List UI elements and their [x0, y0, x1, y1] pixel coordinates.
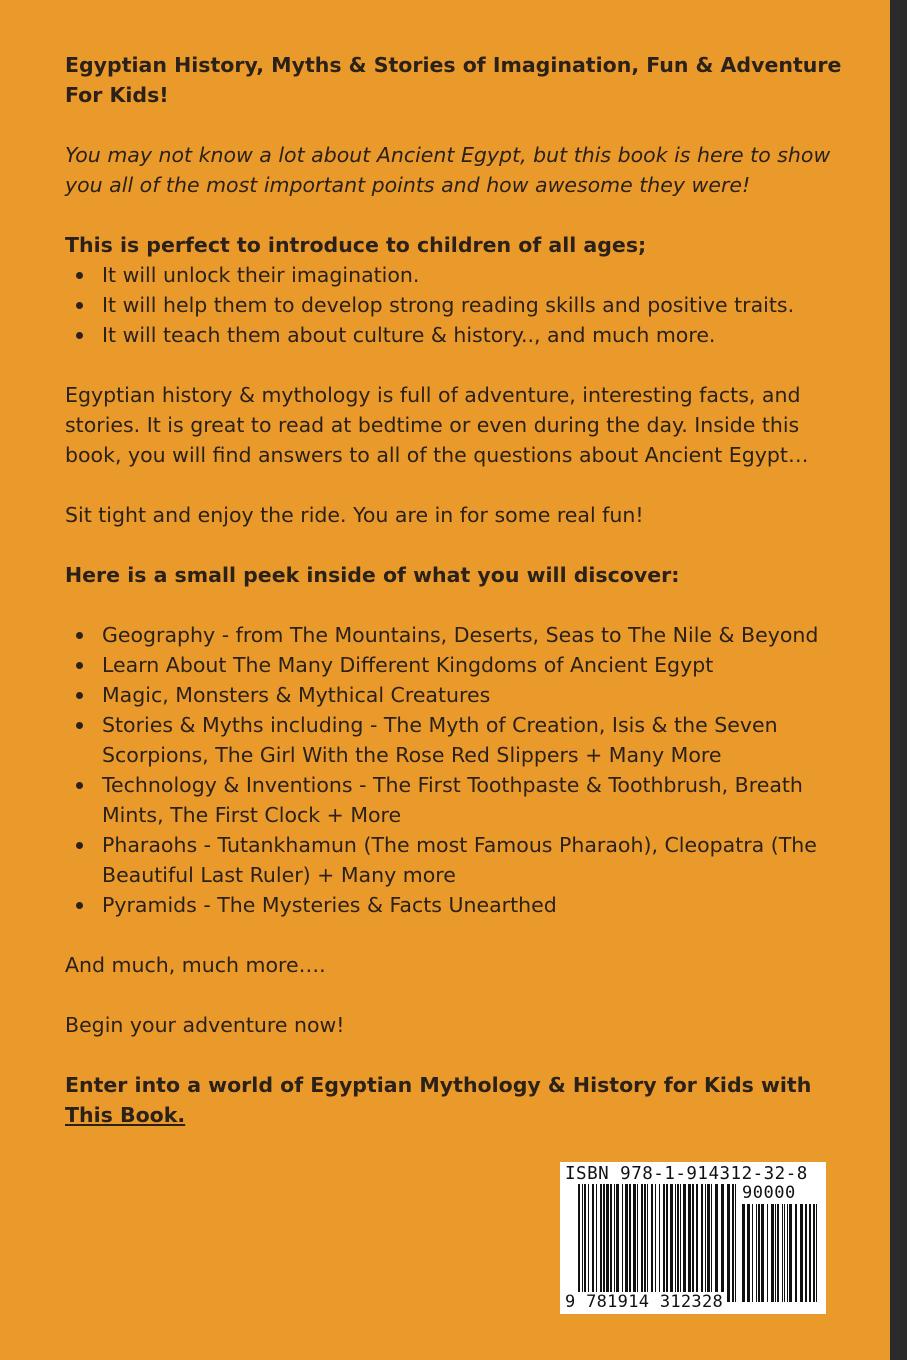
- barcode-bar: [701, 1184, 703, 1302]
- barcode-bar: [670, 1184, 673, 1302]
- barcode-bar: [805, 1204, 807, 1302]
- list-item: Geography - from The Mountains, Deserts, Seas to The Nile & Beyond: [65, 620, 845, 650]
- barcode-bar: [633, 1184, 636, 1302]
- begin-text: Begin your adventure now!: [65, 1013, 345, 1037]
- list-item: Magic, Monsters & Mythical Creatures: [65, 680, 845, 710]
- barcode-bar: [721, 1184, 724, 1302]
- perfect-heading: This is perfect to introduce to children of all ages;: [65, 233, 647, 257]
- barcode-bar: [782, 1204, 783, 1302]
- barcode-bar: [707, 1184, 710, 1302]
- barcode-bar: [651, 1184, 653, 1302]
- barcode-bar: [705, 1184, 706, 1302]
- barcode-bar: [696, 1184, 698, 1302]
- barcode-bar: [603, 1184, 605, 1302]
- list-item: Pharaohs - Tutankhamun (The most Famous Pharaoh), Cleopatra (The Beautiful Last Ruler) + Many more: [65, 830, 845, 890]
- call-to-action: [65, 1070, 845, 1130]
- list-item: It will unlock their imagination.: [65, 260, 845, 290]
- barcode-bar: [756, 1204, 757, 1302]
- intro-text: You may not know a lot about Ancient Egypt, but this book is here to show you all of the most important points and how awesome they were!: [65, 143, 831, 197]
- back-cover-text: [65, 50, 845, 1130]
- barcode-bar: [629, 1184, 631, 1302]
- addon-number: 90000: [742, 1183, 796, 1203]
- list-item: Technology & Inventions - The First Toothpaste & Toothbrush, Breath Mints, The First Clock + More: [65, 770, 845, 830]
- list-item: It will help them to develop strong reading skills and positive traits.: [65, 290, 845, 320]
- barcode-bar: [761, 1204, 764, 1302]
- barcode-number: 9 781914 312328: [565, 1292, 724, 1312]
- barcode-bar: [727, 1184, 730, 1302]
- list-item: It will teach them about culture & history.., and much more.: [65, 320, 845, 350]
- history-paragraph: Egyptian history & mythology is full of adventure, interesting facts, and stories. It is great to read at bedtime or even during the day. Inside this book, you will find answers to all of the questions about Ancient Egypt…: [65, 383, 809, 467]
- barcode-bar: [625, 1184, 628, 1302]
- barcode-bar: [680, 1184, 681, 1302]
- barcode-bar: [578, 1184, 580, 1302]
- sit-tight-text: Sit tight and enjoy the ride. You are in for some real fun!: [65, 503, 644, 527]
- barcode-bar: [752, 1204, 753, 1302]
- barcode-bar: [647, 1184, 648, 1302]
- barcode-bar: [675, 1184, 676, 1302]
- book-spine-edge: [890, 0, 907, 1360]
- barcode-bar: [666, 1184, 668, 1302]
- isbn-barcode: [560, 1162, 826, 1314]
- barcode-bar: [816, 1204, 817, 1302]
- barcode-bar: [809, 1204, 811, 1302]
- barcode-bar: [641, 1184, 643, 1302]
- barcode-bar: [659, 1184, 660, 1302]
- peek-list: [65, 620, 845, 920]
- barcode-bar: [688, 1184, 691, 1302]
- barcode-bar: [787, 1204, 788, 1302]
- barcode-bar: [795, 1204, 797, 1302]
- barcode-bar: [692, 1184, 694, 1302]
- barcode-bar: [767, 1204, 768, 1302]
- barcode-bar: [771, 1204, 774, 1302]
- barcode-bar: [758, 1204, 760, 1302]
- barcode-bar: [800, 1204, 803, 1302]
- barcode-bar: [644, 1184, 646, 1302]
- barcode-bar: [622, 1184, 623, 1302]
- barcode-bar: [614, 1184, 615, 1302]
- barcode-bar: [588, 1184, 589, 1302]
- list-item: Stories & Myths including - The Myth of Creation, Isis & the Seven Scorpions, The Girl With the Rose Red Slippers + Many More: [65, 710, 845, 770]
- barcode-bar: [606, 1184, 609, 1302]
- this-book-link[interactable]: This Book.: [65, 1103, 186, 1127]
- cover-heading: Egyptian History, Myths & Stories of Imagination, Fun & Adventure For Kids!: [65, 53, 842, 107]
- barcode-bar: [732, 1184, 734, 1302]
- barcode-bar: [600, 1184, 602, 1302]
- barcode-bar: [735, 1184, 736, 1302]
- barcode-bar: [715, 1184, 718, 1302]
- much-more-text: And much, much more….: [65, 953, 326, 977]
- barcode-bar: [655, 1184, 656, 1302]
- barcode-bar: [683, 1184, 686, 1302]
- barcode-bar: [584, 1184, 586, 1302]
- perfect-list: [65, 260, 845, 350]
- peek-heading: Here is a small peek inside of what you will discover:: [65, 563, 680, 587]
- barcode-bar: [711, 1184, 712, 1302]
- barcode-bar: [596, 1184, 597, 1302]
- barcode-bar: [813, 1204, 815, 1302]
- barcode-bar: [742, 1204, 745, 1302]
- barcode-bar: [777, 1204, 779, 1302]
- barcode-bar: [616, 1184, 619, 1302]
- barcode-bar: [610, 1184, 612, 1302]
- barcode-bar: [789, 1204, 792, 1302]
- list-item: Pyramids - The Mysteries & Facts Unearthed: [65, 890, 845, 920]
- barcode-bar: [747, 1204, 750, 1302]
- barcode-bar: [775, 1204, 776, 1302]
- isbn-label: ISBN 978-1-914312-32-8: [565, 1164, 808, 1184]
- barcode-bar: [637, 1184, 638, 1302]
- barcode-bar: [663, 1184, 665, 1302]
- list-item: Learn About The Many Different Kingdoms of Ancient Egypt: [65, 650, 845, 680]
- barcode-bar: [582, 1184, 583, 1302]
- cta-text: Enter into a world of Egyptian Mythology & History for Kids with: [65, 1073, 812, 1097]
- barcode-bar: [784, 1204, 785, 1302]
- barcode-bar: [592, 1184, 594, 1302]
- barcode-bar: [677, 1184, 679, 1302]
